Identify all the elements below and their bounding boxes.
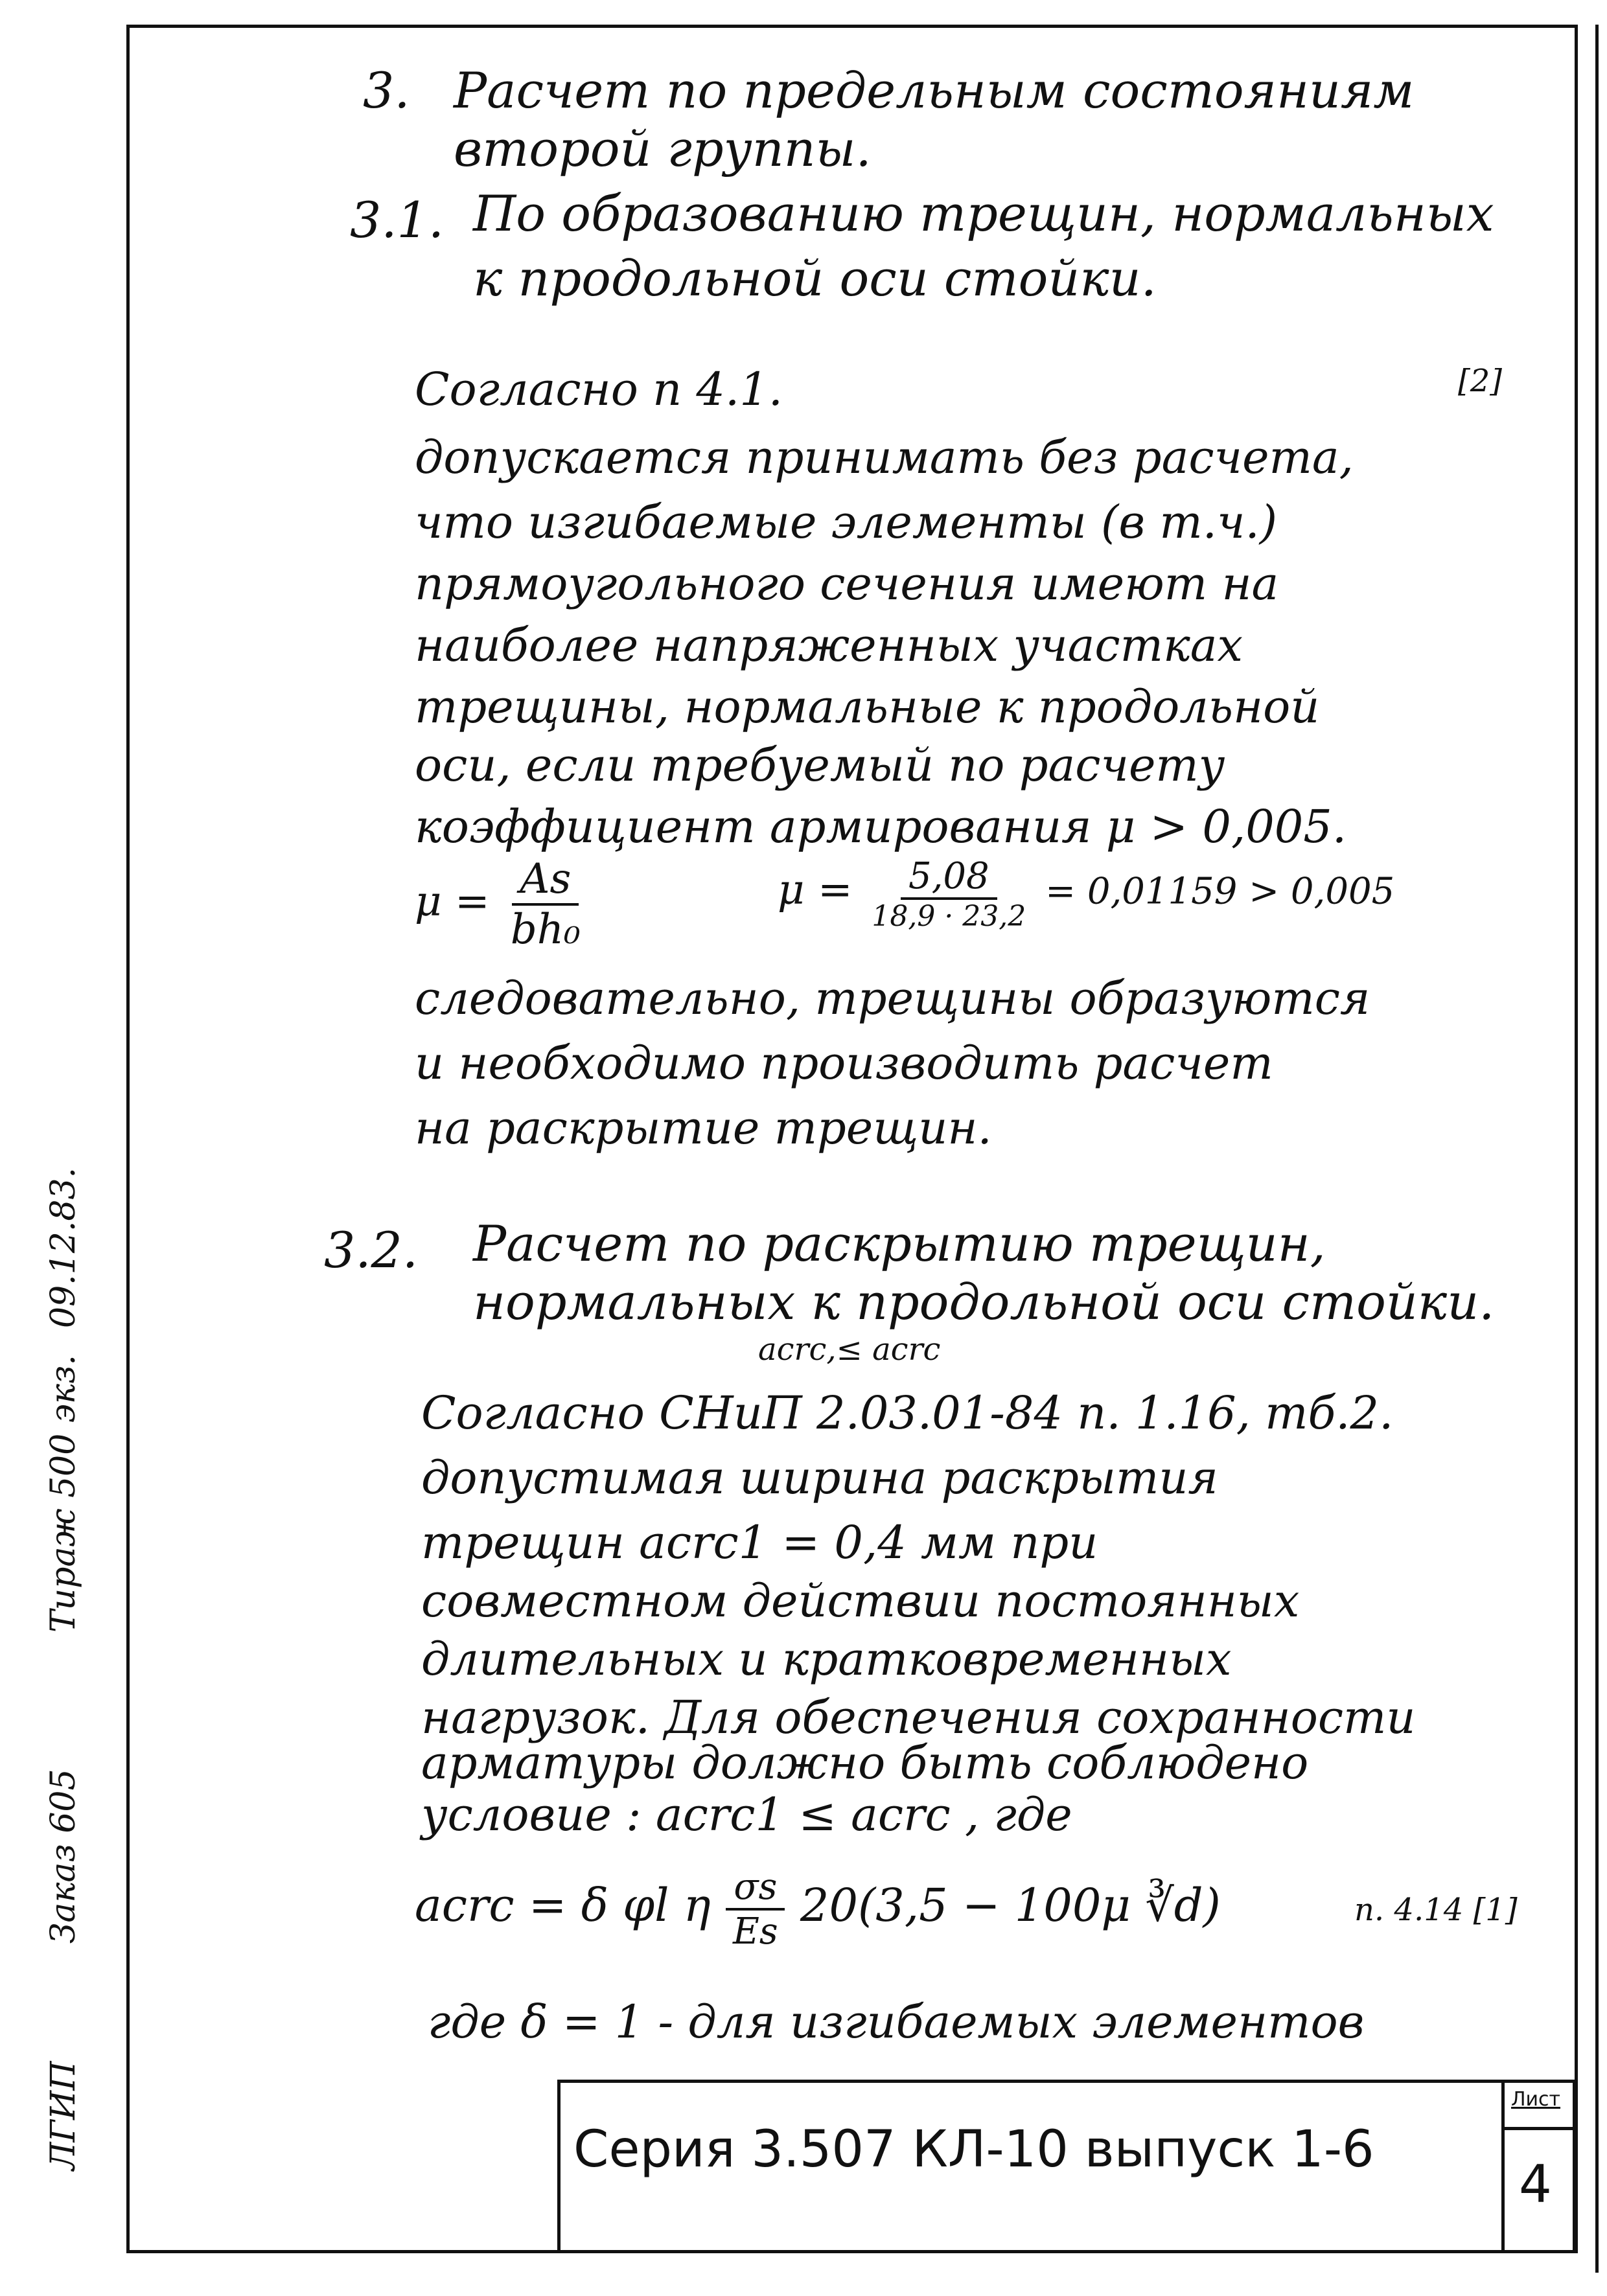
formula-mu2-numerator: 5,08 <box>901 855 997 900</box>
para1-ref: [2] <box>1458 363 1502 399</box>
para3-line8: условие : acrc1 ≤ acrc , где <box>421 1788 1072 1841</box>
formula-mu2-result: = 0,01159 > 0,005 <box>1045 870 1395 913</box>
series-label: Серия 3.507 КЛ-10 выпуск 1-6 <box>573 2120 1374 2179</box>
formula-mu-definition <box>415 855 588 954</box>
para2-line2: и необходимо производить расчет <box>415 1037 1273 1090</box>
para3-line5: длительных и кратковременных <box>421 1633 1232 1686</box>
formula-mu-fraction <box>503 855 588 954</box>
para1-line3: что изгибаемые элементы (в т.ч.) <box>415 496 1278 549</box>
sheet-number: 4 <box>1519 2154 1552 2214</box>
para1-line8: коэффициент армирования μ > 0,005. <box>415 800 1347 853</box>
para2-line1: следовательно, трещины образуются <box>415 972 1370 1025</box>
formula-mu-numerator: As <box>512 855 579 906</box>
para2-line3: на раскрытие трещин. <box>415 1101 992 1154</box>
section-3-2-condition: acrc,≤ acrc <box>758 1331 941 1368</box>
section-3-title-line2: второй группы. <box>454 120 872 178</box>
sheet-cell-divider <box>1505 2127 1573 2130</box>
section-3-1-line1: По образованию трещин, нормальных <box>473 185 1494 242</box>
para3-line6: нагрузок. Для обеспечения сохранности <box>421 1691 1416 1744</box>
section-3-2-line1: Расчет по раскрытию трещин, <box>473 1215 1326 1272</box>
formula-acrc-rhs: 20(3,5 − 100μ ∛d) <box>800 1879 1221 1932</box>
sidebar-date: 09.12.83. <box>44 1167 83 1328</box>
section-3-2-line2: нормальных к продольной оси стойки. <box>473 1273 1495 1331</box>
formula-acrc-fraction <box>725 1866 786 1953</box>
para1-line5: наиболее напряженных участках <box>415 619 1243 672</box>
para3-line4: совместном действии постоянных <box>421 1574 1300 1627</box>
formula-acrc-numerator: σs <box>726 1866 785 1911</box>
sidebar-role: ЛГИП <box>44 2061 83 2170</box>
formula-mu2-lhs: μ = <box>778 866 853 914</box>
section-3-title-line1: Расчет по предельным состояниям <box>454 62 1415 119</box>
formula-acrc-lhs: acrc = δ φl η <box>415 1879 711 1932</box>
section-3-number: 3. <box>363 62 410 119</box>
sidebar-stamp <box>39 1056 117 2170</box>
para3-line2: допустимая ширина раскрытия <box>421 1451 1218 1504</box>
para3-line1: Согласно СНиП 2.03.01-84 п. 1.16, тб.2. <box>421 1386 1394 1440</box>
formula-mu-denominator: bh₀ <box>510 906 581 954</box>
para3-line7: арматуры должно быть соблюдено <box>421 1736 1309 1789</box>
para1-line1: Согласно п 4.1. <box>415 363 783 416</box>
para1-line6: трещины, нормальные к продольной <box>415 680 1320 733</box>
formula-mu2-denominator: 18,9 · 23,2 <box>872 900 1026 933</box>
para3-line3: трещин acrc1 = 0,4 мм при <box>421 1516 1098 1569</box>
formula-mu-value <box>778 855 1394 933</box>
para1-line2: допускается принимать без расчета, <box>415 431 1354 484</box>
formula-mu2-fraction <box>864 855 1034 933</box>
sheet-label: Лист <box>1511 2088 1561 2111</box>
para1-line7: оси, если требуемый по расчету <box>415 739 1225 792</box>
formula-acrc-ref: п. 4.14 [1] <box>1354 1892 1518 1928</box>
sidebar-order: Заказ 605 <box>44 1769 83 1944</box>
section-3-1-line2: к продольной оси стойки. <box>473 249 1157 307</box>
formula-acrc <box>415 1866 1221 1953</box>
sheet-cell <box>1501 2083 1573 2250</box>
title-block <box>557 2080 1576 2253</box>
sidebar-circulation: Тираж 500 экз. <box>44 1355 83 1633</box>
section-3-1-number: 3.1. <box>350 191 445 249</box>
frame-edge <box>1595 25 1599 2273</box>
para1-line4: прямоугольного сечения имеют на <box>415 557 1279 610</box>
formula-mu-lhs: μ = <box>415 877 490 926</box>
formula-acrc-denominator: Es <box>733 1911 778 1953</box>
para4-line1: где δ = 1 - для изгибаемых элементов <box>428 1995 1365 2049</box>
section-3-2-number: 3.2. <box>324 1221 419 1279</box>
